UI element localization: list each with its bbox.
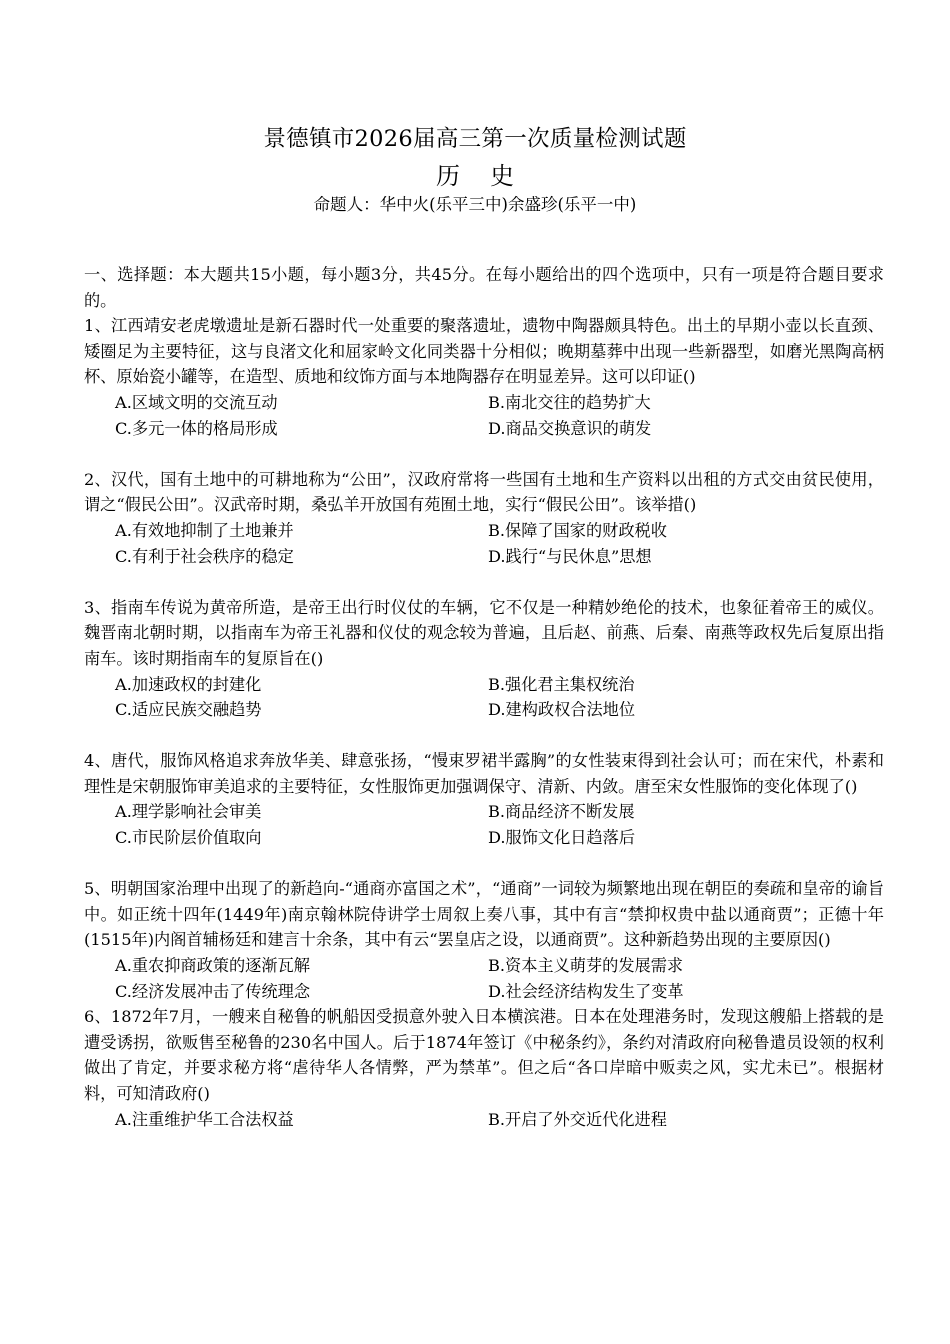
option-b: B.保障了国家的财政税收 xyxy=(488,520,667,540)
option-list xyxy=(84,518,884,569)
option-a: A.重农抑商政策的逐渐瓦解 xyxy=(115,956,310,976)
option-list xyxy=(84,672,884,723)
option-b: B.商品经济不断发展 xyxy=(488,802,635,822)
question-3 xyxy=(84,595,884,723)
author-line: 命题人：华中火(乐平三中)余盛珍(乐平一中) xyxy=(313,195,637,214)
option-d: D.建构政权合法地位 xyxy=(488,700,636,720)
option-c: C.经济发展冲击了传统理念 xyxy=(115,981,311,1001)
section-instruction: 一、选择题：本大题共15小题，每小题3分，共45分。在每小题给出的四个选项中，只有一项是符合题目要求的。 xyxy=(84,265,884,310)
option-b: B.强化君主集权统治 xyxy=(488,674,635,694)
option-d: D.服饰文化日趋落后 xyxy=(488,828,636,848)
question-4 xyxy=(84,748,884,850)
option-d: D.践行“与民休息”思想 xyxy=(488,546,652,566)
option-c: C.适应民族交融趋势 xyxy=(115,700,262,720)
option-a: A.有效地抑制了土地兼并 xyxy=(115,520,294,540)
option-c: C.有利于社会秩序的稳定 xyxy=(115,546,294,566)
option-a: A.加速政权的封建化 xyxy=(115,674,262,694)
option-b: B.资本主义萌芽的发展需求 xyxy=(488,956,684,976)
question-2 xyxy=(84,467,884,569)
question-stem: 5、明朝国家治理中出现了的新趋向-“通商亦富国之术”，“通商”一词较为频繁地出现在朝臣的奏疏和皇帝的谕旨中。如正统十四年(1449年)南京翰林院侍讲学士周叙上奏八事，其中有言“禁抑权贵中盐以通商贾”；正德十年(1515年)内阁首辅杨廷和建言十余条，其中有云“罢皇店之设，以通商贾”。这种新趋势出现的主要原因() xyxy=(84,879,884,950)
option-c: C.多元一体的格局形成 xyxy=(115,418,278,438)
option-list xyxy=(84,1107,884,1133)
option-b: B.南北交往的趋势扩大 xyxy=(488,392,651,412)
option-a: A.理学影响社会审美 xyxy=(115,802,262,822)
question-6 xyxy=(84,1004,884,1132)
exam-title: 景德镇市2026届高三第一次质量检测试题 xyxy=(263,126,687,152)
exam-content xyxy=(84,262,884,1132)
option-a: A.注重维护华工合法权益 xyxy=(115,1109,294,1129)
option-b: B.开启了外交近代化进程 xyxy=(488,1109,667,1129)
question-stem: 2、汉代，国有土地中的可耕地称为“公田”，汉政府常将一些国有土地和生产资料以出租的方式交由贫民使用，谓之“假民公田”。汉武帝时期，桑弘羊开放国有苑囿土地，实行“假民公田”。该举措() xyxy=(84,469,884,515)
question-5 xyxy=(84,876,884,1004)
option-d: D.商品交换意识的萌发 xyxy=(488,418,652,438)
option-list xyxy=(84,799,884,850)
question-stem: 4、唐代，服饰风格追求奔放华美、肆意张扬，“慢束罗裙半露胸”的女性装束得到社会认可；而在宋代，朴素和理性是宋朝服饰审美追求的主要特征，女性服饰更加强调保守、清新、内敛。唐至宋女性服饰的变化体现了() xyxy=(84,751,884,796)
question-stem: 3、指南车传说为黄帝所造，是帝王出行时仪仗的车辆，它不仅是一种精妙绝伦的技术，也象征着帝王的威仪。魏晋南北朝时期，以指南车为帝王礼器和仪仗的观念较为普遍，且后赵、前燕、后秦、南燕等政权先后复原出指南车。该时期指南车的复原旨在() xyxy=(84,597,884,668)
option-list xyxy=(84,390,884,441)
option-d: D.社会经济结构发生了变革 xyxy=(488,981,684,1001)
option-c: C.市民阶层价值取向 xyxy=(115,828,262,848)
subject-title: 历史 xyxy=(436,162,544,190)
option-list xyxy=(84,953,884,1004)
question-1 xyxy=(84,313,884,441)
question-stem: 6、1872年7月，一艘来自秘鲁的帆船因受损意外驶入日本横滨港。日本在处理港务时，发现这艘船上搭载的是遭受诱拐，欲贩售至秘鲁的230名中国人。后于1874年签订《中秘条约》，条约对清政府向秘鲁遣员设领的权利做出了肯定，并要求秘方将“虐待华人各情弊，严为禁革”。但之后“各口岸暗中贩卖之风，实尤未已”。根据材料，可知清政府() xyxy=(84,1007,884,1103)
question-stem: 1、江西靖安老虎墩遗址是新石器时代一处重要的聚落遗址，遗物中陶器颇具特色。出土的早期小壶以长直颈、矮圈足为主要特征，这与良渚文化和屈家岭文化同类器十分相似；晚期墓葬中出现一些新器型，如磨光黑陶高柄杯、原始瓷小罐等，在造型、质地和纹饰方面与本地陶器存在明显差异。这可以印证() xyxy=(84,316,884,387)
option-a: A.区域文明的交流互动 xyxy=(115,392,278,412)
